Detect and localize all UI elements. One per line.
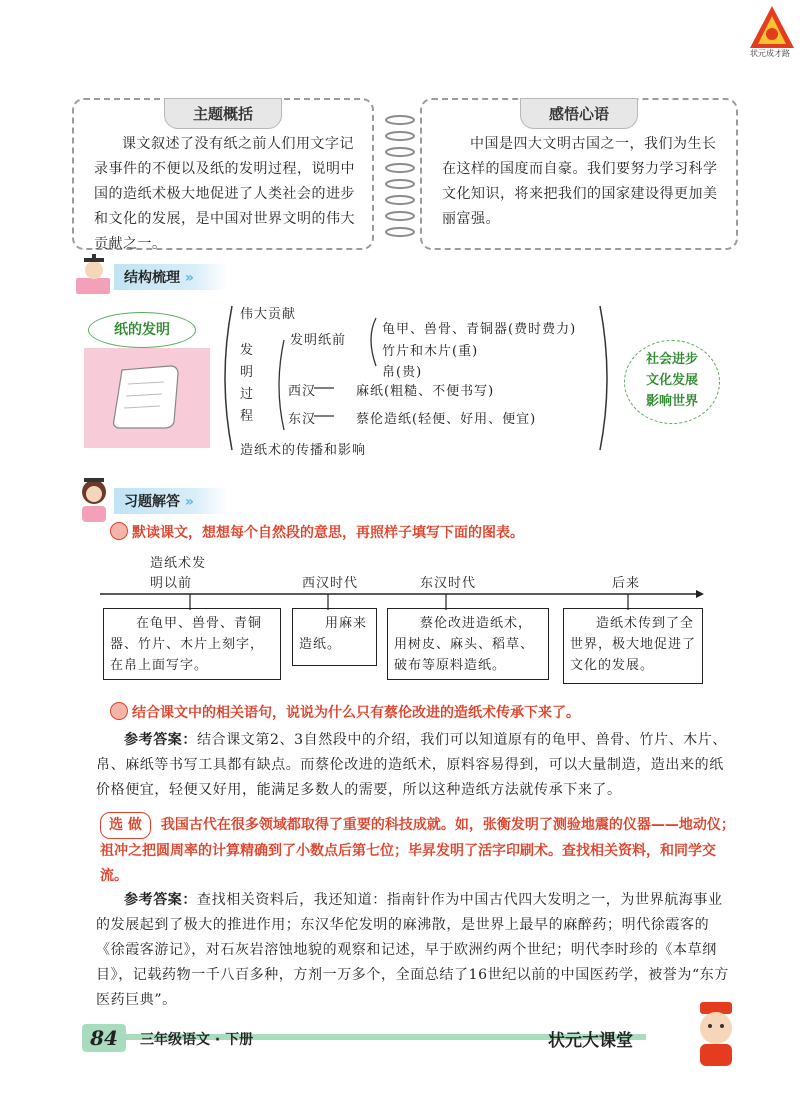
- before-item-2: 竹片和木片(重): [382, 344, 479, 359]
- before-item-1: 龟甲、兽骨、青铜器(费时费力): [382, 322, 577, 337]
- brand-logo-icon: [748, 4, 796, 50]
- feel-card-title: 感悟心语: [520, 98, 638, 129]
- answer-3: [96, 888, 732, 1013]
- optional-tag-text: 选 做: [109, 817, 142, 833]
- before-paper: 发明纸前: [290, 333, 347, 348]
- scroll-paper-icon: [108, 362, 188, 432]
- answer-2-text: 结合课文第2、3自然段中的介绍，我们可以知道原有的龟甲、兽骨、竹片、木片、帛、麻纸等书写工具都有缺点。而蔡伦改进的造纸术，原料容易得到，可以大量制造，造出来的纸价格便宜，轻便又好用，能满足多数人的需要，所以这种造纸方法就传承下来了。: [96, 732, 728, 798]
- page-number: 84: [82, 1024, 126, 1052]
- timeline-box-4-text: 造纸术传到了全世界，极大地促进了文化的发展。: [570, 616, 697, 673]
- question-2-text: 结合课文中的相关语句，说说为什么只有蔡伦改进的造纸术传承下来了。: [132, 705, 580, 721]
- answer-2-label: 参考答案：: [124, 732, 197, 748]
- xihan-label: 西汉: [288, 384, 317, 399]
- answer-3-label: 参考答案：: [124, 892, 197, 908]
- structure-title-text: 结构梳理: [124, 270, 180, 286]
- answer-3-text: 查找相关资料后，我还知道：指南针作为中国古代四大发明之一，为世界航海事业的发展起到了极大的推进作用；东汉华佗发明的麻沸散，是世界上最早的麻醉药；明代徐霞客的《徐霞客游记》，对石灰岩溶蚀地貌的观察和记述，早于欧洲约两个世纪；明代李时珍的《本草纲目》，记载药物一千八百多种，方剂一万多个，全面总结了16世纪以前的中国医药学，被誉为“东方医药巨典”。: [96, 892, 729, 1008]
- timeline-box-2-text: 用麻来造纸。: [299, 616, 368, 652]
- question-3: [100, 812, 736, 889]
- exercise-section-title: [114, 488, 228, 514]
- result-bubble: [624, 340, 720, 424]
- optional-tag: [100, 812, 151, 839]
- question-3-text: 我国古代在很多领域都取得了重要的科技成就。如，张衡发明了测验地震的仪器——地动仪；祖冲之把圆周率的计算精确到了小数点后第七位；毕昇发明了活字印刷术。查找相关资料，和同学交流。: [100, 817, 735, 884]
- before-item-3: 帛(贵): [382, 365, 423, 380]
- result-3: 影响世界: [645, 394, 698, 409]
- result-2: 文化发展: [645, 373, 698, 388]
- question-1: [110, 522, 524, 542]
- question-1-text: 默读课文，想想每个自然段的意思，再照样子填写下面的图表。: [132, 525, 524, 541]
- chevron-right-icon: »: [184, 494, 194, 510]
- timeline-box-2: [292, 608, 377, 666]
- spiral-binding-icon: [383, 112, 417, 252]
- question-bullet-icon: [110, 522, 128, 540]
- timeline-box-1-text: 在龟甲、兽骨、青铜器、竹片、木片上刻字，在帛上面写字。: [110, 616, 265, 673]
- donghan-label: 东汉: [288, 412, 317, 427]
- student-reading-icon: [72, 254, 116, 298]
- feel-card-body: 中国是四大文明古国之一，我们为生长在这样的国度而自豪。我们要努力学习科学文化知识，将来把我们的国家建设得更加美丽富强。: [442, 136, 718, 227]
- theme-card-body: 课文叙述了没有纸之前人们用文字记录事件的不便以及纸的发明过程，说明中国的造纸术极大地促进了人类社会的进步和文化的发展，是中国对世界文明的伟大贡献之一。: [94, 136, 355, 252]
- girl-mascot-icon: [72, 474, 116, 524]
- timeline-box-3: [387, 608, 549, 680]
- mascot-icon: [686, 1000, 746, 1070]
- great-contribution: 伟大贡献: [240, 307, 297, 322]
- timeline-label-4: 后来: [612, 576, 641, 591]
- structure-section-title: [114, 264, 228, 290]
- theme-card-title: 主题概括: [164, 98, 282, 129]
- timeline-label-3: 东汉时代: [420, 576, 477, 591]
- feel-card: [420, 98, 738, 250]
- result-1: 社会进步: [645, 352, 698, 367]
- center-topic: 纸的发明: [114, 322, 170, 338]
- book-title: 三年级语文 · 下册: [140, 1032, 254, 1048]
- logo-text: 状元成才路: [750, 49, 790, 58]
- chevron-right-icon: »: [184, 270, 194, 286]
- timeline-box-1: [103, 608, 281, 680]
- timeline-label-2: 西汉时代: [302, 576, 359, 591]
- donghan-item: 蔡伦造纸(轻便、好用、便宜): [356, 412, 537, 427]
- question-2: [110, 702, 580, 722]
- paper-invention-bubble: [88, 312, 196, 348]
- brand-name: 状元大课堂: [548, 1031, 633, 1051]
- process-label: 发明过程: [240, 343, 255, 424]
- theme-card: [72, 98, 374, 250]
- question-bullet-icon: [110, 702, 128, 720]
- exercise-title-text: 习题解答: [124, 494, 180, 510]
- xihan-item: 麻纸(粗糙、不便书写): [356, 384, 495, 399]
- timeline-box-3-text: 蔡伦改进造纸术，用树皮、麻头、稻草、破布等原料造纸。: [394, 616, 535, 673]
- timeline-label-1: 造纸术发明以前: [150, 556, 207, 591]
- answer-2: [96, 728, 732, 803]
- spread-influence: 造纸术的传播和影响: [240, 443, 367, 458]
- timeline-box-4: [563, 608, 703, 684]
